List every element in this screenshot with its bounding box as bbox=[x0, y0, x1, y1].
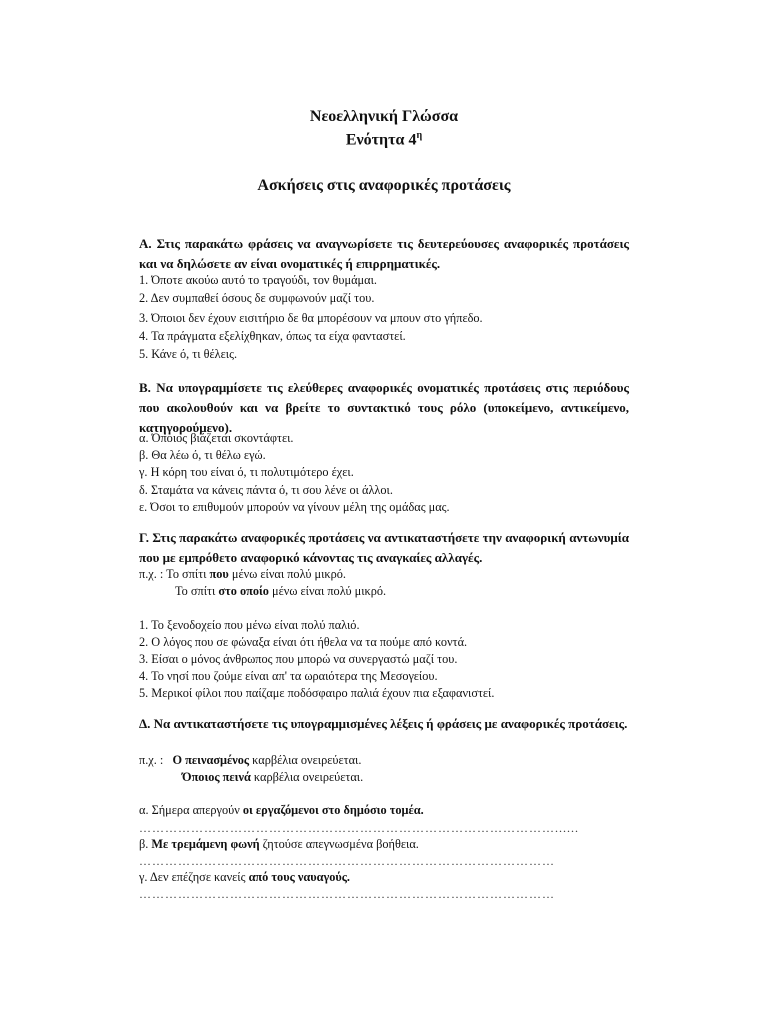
answer-line[interactable]: …………………………………………………………………………………… bbox=[139, 854, 555, 868]
section-b-item: ε. Όσοι το επιθυμούν μπορούν να γίνουν μέλη της ομάδας μας. bbox=[139, 500, 450, 514]
section-b-item: β. Θα λέω ό, τι θέλω εγώ. bbox=[139, 448, 266, 462]
example-emphasis: Όποιος πεινά bbox=[182, 770, 251, 784]
section-d-example-1 bbox=[139, 751, 361, 769]
course-title: Νεοελληνική Γλώσσα bbox=[309, 108, 459, 125]
section-d-example-2 bbox=[182, 768, 363, 786]
section-c-example-1 bbox=[139, 565, 346, 583]
item-emphasis: Με τρεμάμενη φωνή bbox=[151, 837, 260, 851]
section-c-item: 1. Το ξενοδοχείο που μένω είναι πολύ παλιό. bbox=[139, 618, 360, 632]
unit-title-text: Ενότητα 4 bbox=[345, 131, 417, 149]
answer-line[interactable]: …………………………………………………………………………………… bbox=[139, 887, 555, 901]
example-label: π.χ. : bbox=[139, 567, 164, 581]
section-d-heading: Δ. Να αντικαταστήσετε τις υπογραμμισμένες λέξεις ή φράσεις με αναφορικές προτάσεις. bbox=[139, 716, 628, 731]
section-a-item: 4. Τα πράγματα εξελίχθηκαν, όπως τα είχα φανταστεί. bbox=[139, 329, 406, 343]
example-text: καρβέλια ονειρεύεται. bbox=[249, 753, 362, 767]
section-c-item: 3. Είσαι ο μόνος άνθρωπος που μπορώ να συνεργαστώ μαζί του. bbox=[139, 652, 458, 666]
section-b-item: δ. Σταμάτα να κάνεις πάντα ό, τι σου λένε οι άλλοι. bbox=[139, 483, 393, 497]
section-b-item: γ. Η κόρη του είναι ό, τι πολυτιμότερο έχει. bbox=[139, 465, 354, 479]
worksheet-subtitle: Ασκήσεις στις αναφορικές προτάσεις bbox=[257, 177, 511, 194]
unit-ordinal: η bbox=[416, 130, 423, 141]
section-a-heading: Α. Στις παρακάτω φράσεις να αναγνωρίσετε τις δευτερεύουσες αναφορικές προτάσεις και να δηλώσετε αν είναι ονοματικές ή επιρρηματικές. bbox=[139, 236, 629, 271]
example-emphasis: που bbox=[209, 567, 229, 581]
section-d-item-a bbox=[139, 801, 424, 819]
example-text: Το σπίτι bbox=[166, 567, 210, 581]
item-emphasis: οι εργαζόμενοι στο δημόσιο τομέα. bbox=[242, 803, 424, 817]
item-text: γ. Δεν επέζησε κανείς bbox=[139, 870, 249, 884]
item-text: β. bbox=[139, 837, 152, 851]
section-b-heading: Β. Να υπογραμμίσετε τις ελεύθερες αναφορικές ονοματικές προτάσεις στις περιόδους που ακολουθούν και να βρείτε το συντακτικό τους ρόλο (υποκείμενο, αντικείμενο, κατηγορούμενο). bbox=[139, 380, 629, 435]
section-a-item: 5. Κάνε ό, τι θέλεις. bbox=[139, 347, 238, 361]
item-emphasis: από τους ναυαγούς. bbox=[248, 870, 350, 884]
section-c-item: 5. Μερικοί φίλοι που παίζαμε ποδόσφαιρο παλιά έχουν πια εξαφανιστεί. bbox=[139, 686, 495, 700]
section-c-item: 4. Το νησί που ζούμε είναι απ' τα ωραιότερα της Μεσογείου. bbox=[139, 669, 438, 683]
section-d-item-b bbox=[139, 835, 419, 853]
section-c-example-2 bbox=[175, 582, 386, 600]
section-a-item: 2. Δεν συμπαθεί όσους δε συμφωνούν μαζί του. bbox=[139, 291, 375, 305]
section-b-item: α. Όποιος βιάζεται σκοντάφτει. bbox=[139, 431, 294, 445]
item-text: α. Σήμερα απεργούν bbox=[139, 803, 243, 817]
example-label: π.χ. : bbox=[139, 753, 164, 767]
example-text: μένω είναι πολύ μικρό. bbox=[268, 584, 387, 598]
example-text: καρβέλια ονειρεύεται. bbox=[250, 770, 364, 784]
section-a-item: 3. Όποιοι δεν έχουν εισιτήριο δε θα μπορέσουν να μπουν στο γήπεδο. bbox=[139, 311, 483, 325]
answer-line[interactable]: ……………………………………………………………………………………...... bbox=[139, 821, 579, 835]
example-text: μένω είναι πολύ μικρό. bbox=[228, 567, 346, 581]
section-c-item: 2. Ο λόγος που σε φώναξα είναι ότι ήθελα να τα πούμε από κοντά. bbox=[139, 635, 468, 649]
section-a-item: 1. Όποτε ακούω αυτό το τραγούδι, τον θυμάμαι. bbox=[139, 273, 377, 287]
example-emphasis: Ο πεινασμένος bbox=[172, 753, 250, 767]
section-d-item-c bbox=[139, 868, 350, 886]
example-emphasis: στο οποίο bbox=[218, 584, 269, 598]
section-c-heading: Γ. Στις παρακάτω αναφορικές προτάσεις να αντικαταστήσετε την αναφορική αντωνυμία που με εμπρόθετο αναφορικό κάνοντας τις αναγκαίες αλλαγές. bbox=[139, 530, 629, 565]
example-text: Το σπίτι bbox=[175, 584, 219, 598]
unit-title bbox=[0, 130, 768, 149]
item-text: ζητούσε απεγνωσμένα βοήθεια. bbox=[259, 837, 419, 851]
